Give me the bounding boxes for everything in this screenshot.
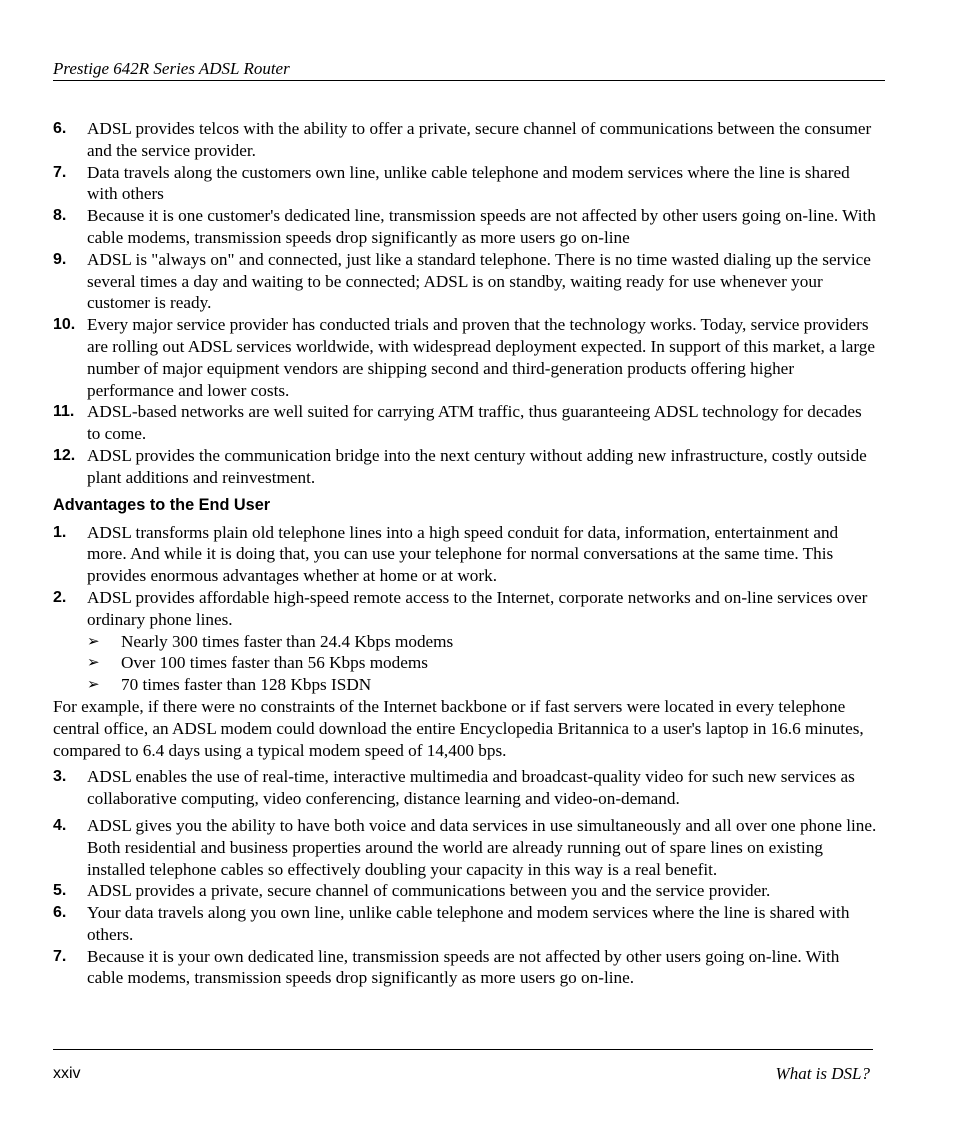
bullet-item — [53, 674, 878, 696]
item-text: ADSL provides the communication bridge into the next century without adding new infrastructure, costly outside plant additions and reinvestment. — [87, 445, 867, 487]
list-item — [53, 522, 878, 587]
bullet-text: Over 100 times faster than 56 Kbps modems — [121, 653, 428, 673]
example-paragraph: For example, if there were no constraints of the Internet backbone or if fast servers were located in every telephone central office, an ADSL modem could download the entire Encyclopedia Britannica to a user's laptop in 16.6 minutes, compared to 6.4 days using a typical modem speed of 14,400 bps. — [53, 696, 864, 760]
item-number: 5. — [53, 882, 67, 900]
list-item — [53, 766, 878, 810]
item-text: ADSL is "always on" and connected, just like a standard telephone. There is no time wasted dialing up the service several times a day and waiting to be connected; ADSL is on standby, waiting ready for use whenever your customer is ready. — [87, 249, 871, 313]
bullet-item — [53, 631, 878, 653]
item-text: Because it is your own dedicated line, transmission speeds are not affected by other users going on-line. With cable modems, transmission speeds drop significantly as more users go on-line. — [87, 946, 840, 988]
item-number: 2. — [53, 588, 67, 606]
item-text: ADSL-based networks are well suited for carrying ATM traffic, thus guaranteeing ADSL technology for decades to come. — [87, 402, 862, 444]
arrow-bullet-icon: ➢ — [87, 653, 100, 672]
footer-section-title: What is DSL? — [775, 1064, 870, 1083]
item-number: 1. — [53, 523, 67, 541]
item-number: 12. — [53, 446, 76, 464]
list-item — [53, 445, 878, 489]
list-item — [53, 902, 878, 946]
list-item — [53, 815, 878, 880]
item-text: ADSL provides affordable high-speed remote access to the Internet, corporate networks and on-line services over ordinary phone lines. — [87, 587, 868, 629]
item-text: Data travels along the customers own line, unlike cable telephone and modem services where the line is shared with others — [87, 162, 850, 204]
list-item — [53, 587, 878, 631]
item-text: Because it is one customer's dedicated line, transmission speeds are not affected by other users going on-line. With cable modems, transmission speeds drop significantly as more users go on-line — [87, 206, 876, 247]
page-number: xxiv — [53, 1065, 81, 1082]
item-text: ADSL gives you the ability to have both voice and data services in use simultaneously and all over one phone line. Both residential and business properties around the world are already running out of spare lines on existing installed telephone cables so effectively doubling your capacity in this way is a real benefit. — [87, 815, 877, 879]
list-item — [53, 205, 878, 249]
numbered-list-end-user — [53, 522, 878, 631]
item-text: ADSL enables the use of real-time, interactive multimedia and broadcast-quality video for such new services as collaborative computing, video conferencing, distance learning and video-on-demand. — [87, 767, 855, 809]
page-content — [53, 118, 878, 989]
numbered-list-top — [53, 118, 878, 489]
list-item — [53, 946, 878, 990]
list-item — [53, 162, 878, 206]
section-heading: Advantages to the End User — [53, 495, 271, 514]
item-number: 6. — [53, 120, 67, 137]
bullet-text: Nearly 300 times faster than 24.4 Kbps modems — [121, 631, 454, 651]
item-number: 7. — [53, 947, 67, 965]
item-number: 11. — [53, 403, 75, 421]
item-number: 9. — [53, 250, 67, 268]
item-number: 8. — [53, 207, 67, 225]
bullet-text: 70 times faster than 128 Kbps ISDN — [121, 675, 372, 695]
item-number: 7. — [53, 163, 67, 181]
list-item — [53, 401, 878, 445]
bullet-list — [53, 631, 878, 696]
footer-rule — [53, 1049, 873, 1050]
item-number: 4. — [53, 816, 67, 834]
item-text: Every major service provider has conducted trials and proven that the technology works. Today, service providers are rolling out ADSL services worldwide, with widespread deployment expected. In support of this market, a large number of major equipment vendors are shipping second and third-generation products offering higher performance and lower costs. — [87, 315, 876, 400]
arrow-bullet-icon: ➢ — [87, 675, 100, 694]
list-item — [53, 314, 878, 401]
header-rule — [53, 80, 885, 81]
list-item — [53, 880, 878, 902]
numbered-list-end-user-continued — [53, 766, 878, 989]
item-text: Your data travels along you own line, unlike cable telephone and modem services where the line is shared with others. — [87, 903, 850, 944]
item-text: ADSL provides telcos with the ability to offer a private, secure channel of communications between the consumer and the service provider. — [87, 119, 872, 160]
list-item — [53, 118, 878, 162]
bullet-item — [53, 652, 878, 674]
item-number: 3. — [53, 768, 67, 786]
item-number: 6. — [53, 904, 67, 922]
item-text: ADSL transforms plain old telephone lines into a high speed conduit for data, information, entertainment and more. And while it is doing that, you can use your telephone for normal conversations at the same time. This provides enormous advantages whether at home or at work. — [87, 522, 839, 586]
arrow-bullet-icon: ➢ — [87, 631, 100, 650]
item-text: ADSL provides a private, secure channel of communications between you and the service provider. — [87, 881, 771, 901]
list-item — [53, 249, 878, 314]
running-header: Prestige 642R Series ADSL Router — [53, 59, 290, 78]
item-number: 10. — [53, 316, 76, 334]
